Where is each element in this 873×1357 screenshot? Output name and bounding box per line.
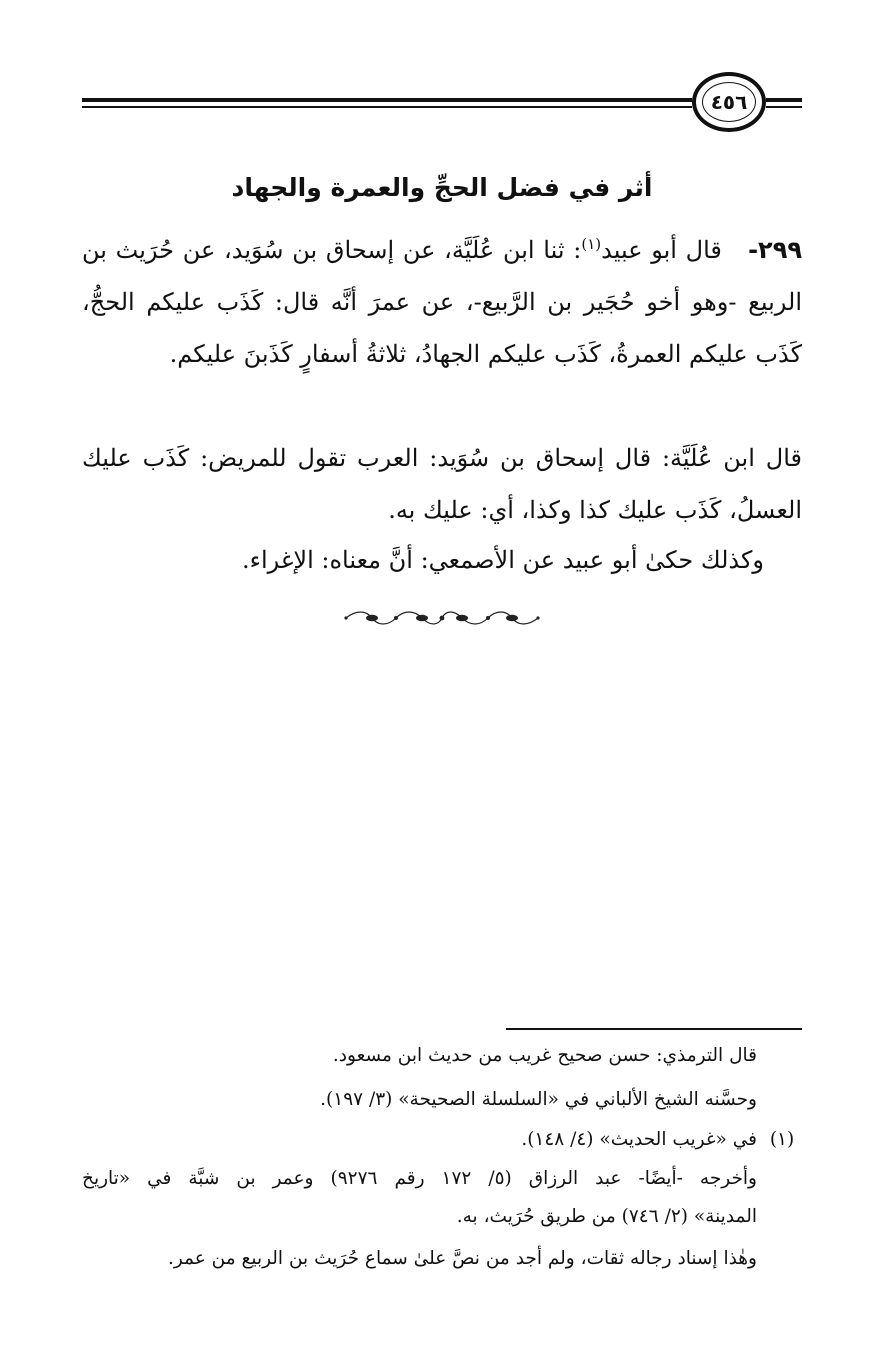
footnote-line: المدينة» (٢/ ٧٤٦) من طريق حُرَيث، به. [456,1206,757,1227]
page-number: ٤٥٦ [710,90,748,114]
footnote-reference[interactable]: (١) [581,235,602,253]
footnote-line: وهٰذا إسناد رجاله ثقات، ولم أجد من نصَّ علىٰ سماع حُرَيث بن الربيع من عمر. [167,1248,757,1269]
paragraph-explanation: قال ابن عُلَيَّة: قال إسحاق بن سُوَيد: العرب تقول للمريض: كَذَب عليك العسلُ، كَذَب عليك كذا وكذا، أي: عليك به. [82,444,802,524]
narration-text: : ثنا ابن عُلَيَّة، عن إسحاق بن سُوَيد، عن حُرَيث بن الربيع -وهو أخو حُجَير بن الرَّبيع-، عن عمرَ أنَّه قال: كَذَب عليكم الحجُّ، كَذَب عليكم العمرةُ، كَذَب عليكم الجهادُ، ثلاثةُ أسفارٍ كَذَبنَ عليكم. [82,236,802,368]
paragraph-narration [82,224,802,380]
footnote-line: وحسَّنه الشيخ الألباني في «السلسلة الصحيحة» (٣/ ١٩٧). [320,1089,757,1110]
floral-divider-icon [342,606,542,630]
header-rule-thick [82,98,692,102]
page-number-badge [692,72,766,132]
footnote-marker: (١) [769,1129,795,1150]
section-heading: أثر في فضل الحجِّ والعمرة والجهاد [231,173,653,202]
paragraph-conclusion: وكذلك حكىٰ أبو عبيد عن الأصمعي: أنَّ معناه: الإغراء. [242,546,764,574]
header-rule-right-thin [766,106,802,108]
narration-number: ٢٩٩- [748,236,802,264]
footnote-line: في «غريب الحديث» (٤/ ١٤٨). [521,1129,757,1150]
header-rule-thin [82,106,692,108]
footnote-separator [506,1028,802,1030]
narration-intro: قال أبو عبيد [601,236,722,264]
header-rule-right-thick [766,98,802,102]
footnote-line: وأخرجه -أيضًا- عبد الرزاق (٥/ ١٧٢ رقم ٩٢٧٦) وعمر بن شبَّة في «تاريخ [82,1168,757,1189]
footnote-line: قال الترمذي: حسن صحيح غريب من حديث ابن مسعود. [332,1045,757,1066]
